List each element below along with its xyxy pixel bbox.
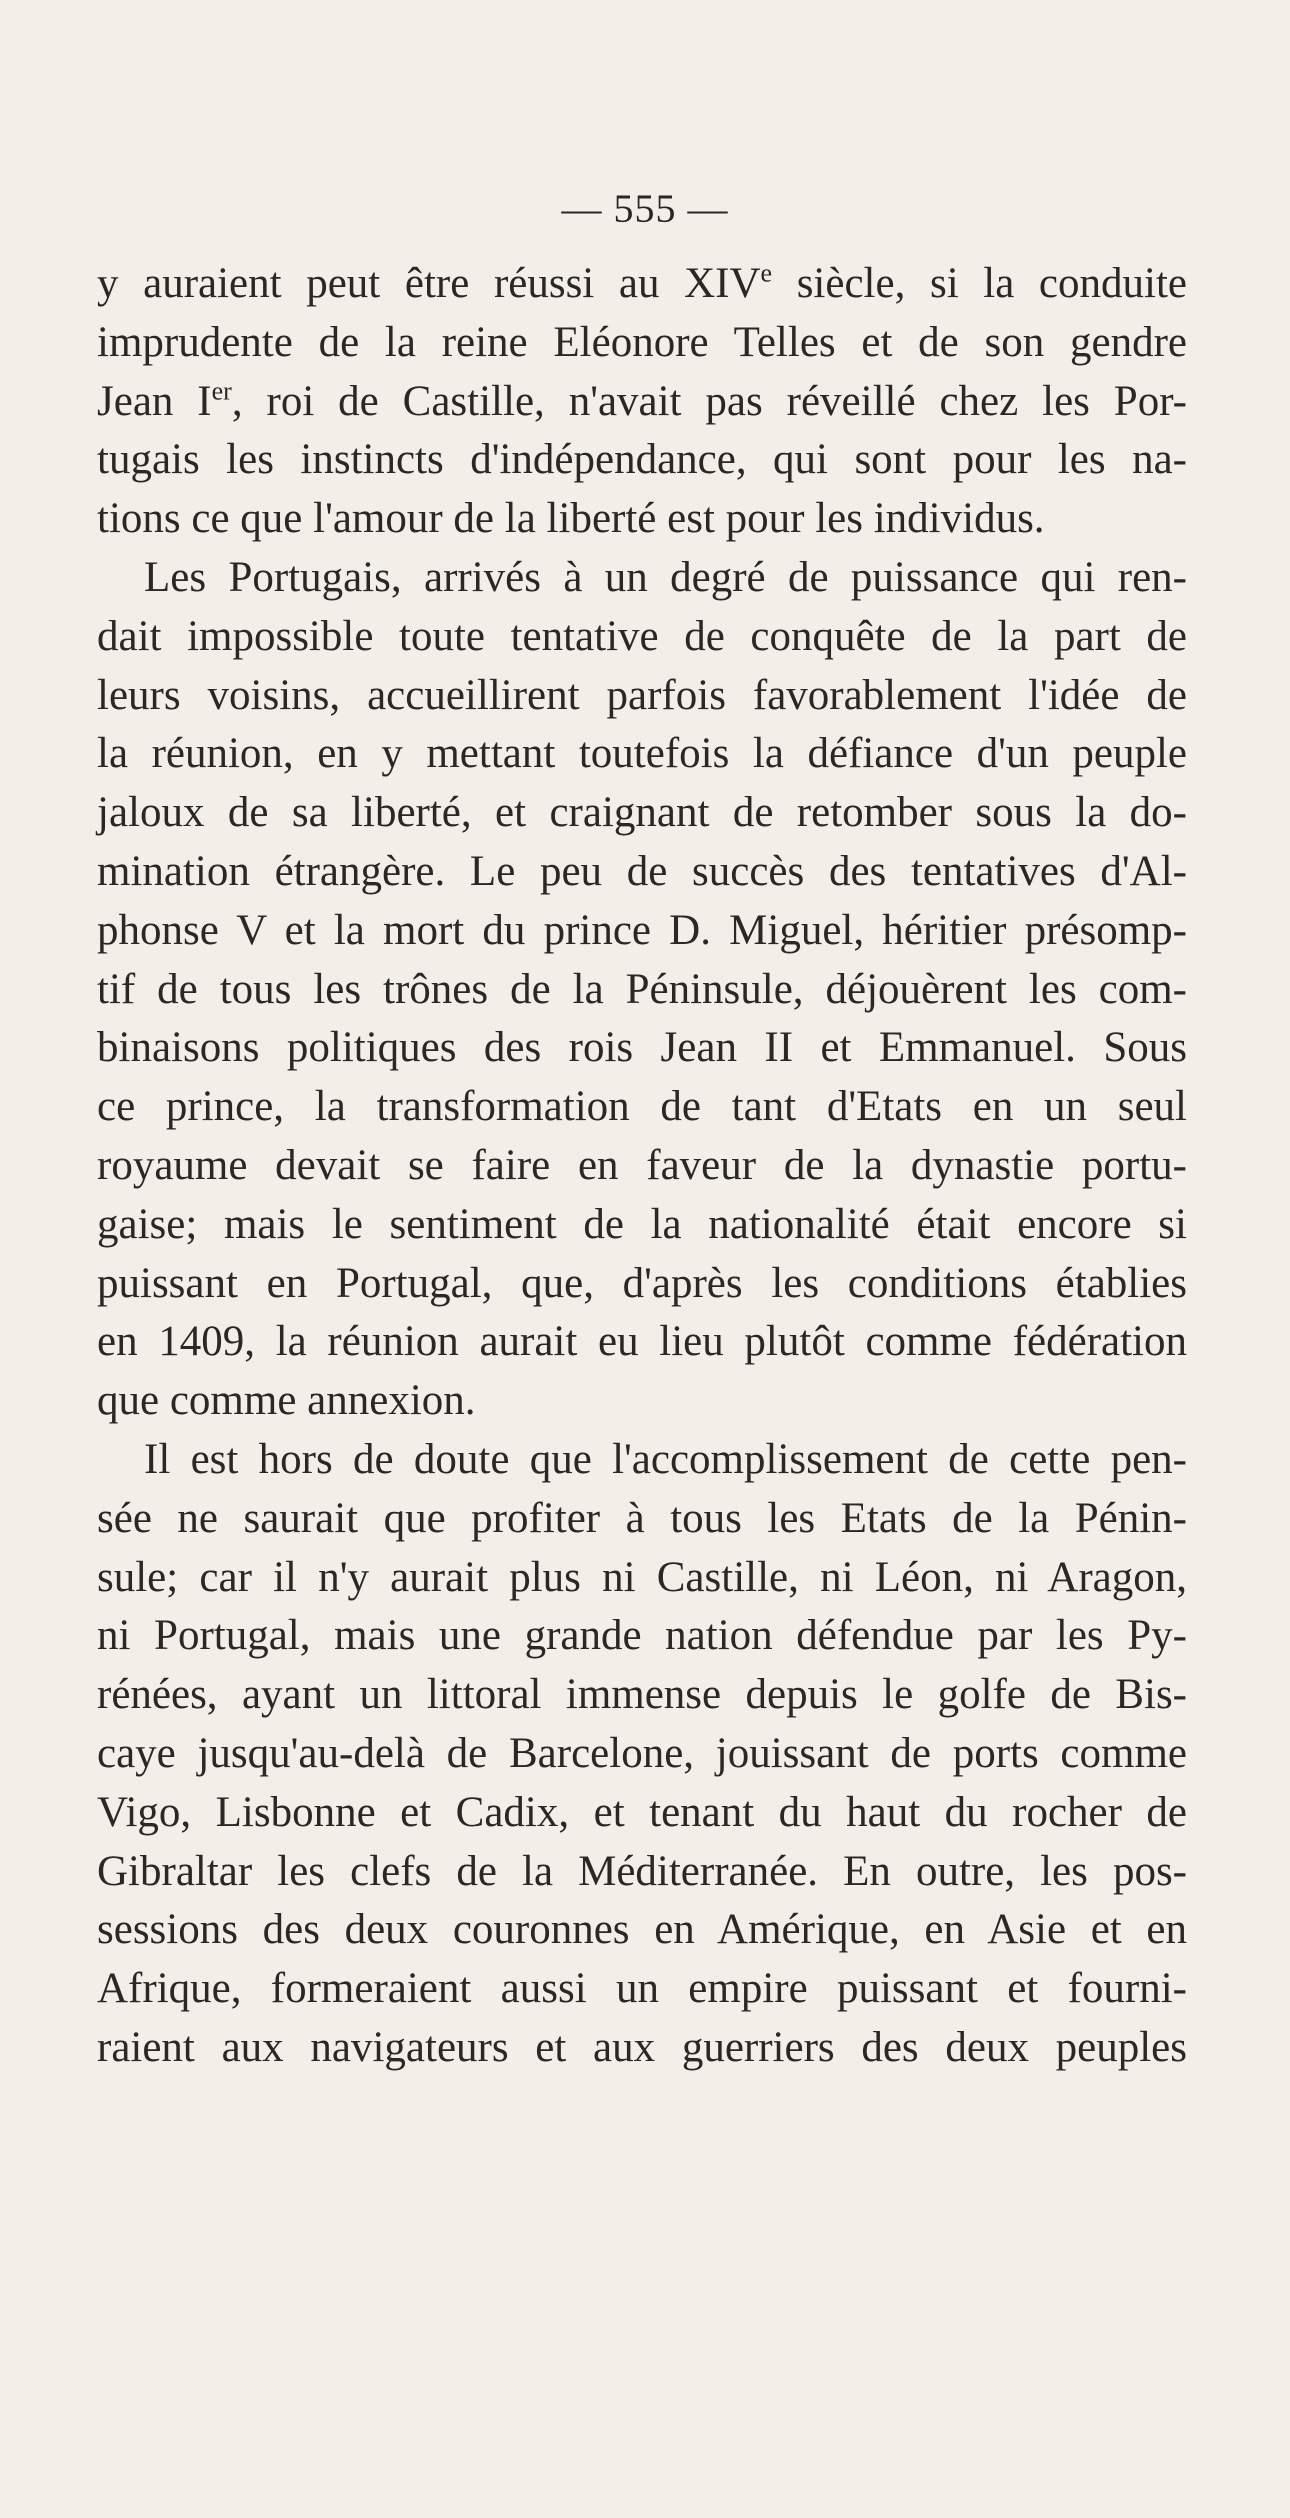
text-line: y auraient peut être réussi au XIVe siècle, si la conduite: [97, 258, 1187, 307]
text-line: Les Portugais, arrivés à un degré de puissance qui ren-: [144, 553, 1187, 601]
text-line: sule; car il n'y aurait plus ni Castille, ni Léon, ni Aragon,: [97, 1553, 1187, 1601]
text-line: Il est hors de doute que l'accomplissement de cette pen-: [144, 1435, 1187, 1483]
text-line: Vigo, Lisbonne et Cadix, et tenant du haut du rocher de: [97, 1788, 1187, 1836]
text-line: raient aux navigateurs et aux guerriers des deux peuples: [97, 2023, 1187, 2071]
text-line: ce prince, la transformation de tant d'Etats en un seul: [97, 1083, 1187, 1131]
superscript: e: [760, 258, 773, 288]
text-line: tions ce que l'amour de la liberté est pour les individus.: [97, 495, 1045, 543]
text-line: Afrique, formeraient aussi un empire puissant et fourni-: [97, 1965, 1187, 2013]
body-text: [97, 255, 1187, 2078]
text-line: la réunion, en y mettant toutefois la défiance d'un peuple: [97, 730, 1187, 778]
text-line: tugais les instincts d'indépendance, qui sont pour les na-: [97, 436, 1187, 484]
text-line: que comme annexion.: [97, 1377, 476, 1425]
text-line: caye jusqu'au-delà de Barcelone, jouissant de ports comme: [97, 1729, 1187, 1777]
text-line: phonse V et la mort du prince D. Miguel, héritier présomp-: [97, 906, 1187, 954]
text-line: mination étrangère. Le peu de succès des tentatives d'Al-: [97, 847, 1187, 895]
text-line: ni Portugal, mais une grande nation défendue par les Py-: [97, 1612, 1187, 1660]
text-line: imprudente de la reine Eléonore Telles et de son gendre: [97, 318, 1187, 366]
page-number: — 555 —: [561, 186, 729, 231]
text-line: jaloux de sa liberté, et craignant de retomber sous la do-: [97, 789, 1187, 837]
text-line: tif de tous les trônes de la Péninsule, déjouèrent les com-: [97, 965, 1187, 1013]
superscript: er: [211, 376, 232, 406]
text-line: en 1409, la réunion aurait eu lieu plutôt comme fédération: [97, 1318, 1187, 1366]
text-line: Jean Ier, roi de Castille, n'avait pas réveillé chez les Por-: [97, 376, 1187, 425]
text-line: gaise; mais le sentiment de la nationalité était encore si: [97, 1200, 1187, 1248]
text-line: sée ne saurait que profiter à tous les Etats de la Pénin-: [97, 1494, 1187, 1542]
text-line: rénées, ayant un littoral immense depuis le golfe de Bis-: [97, 1671, 1187, 1719]
text-line: royaume devait se faire en faveur de la dynastie portu-: [97, 1141, 1187, 1189]
text-line: leurs voisins, accueillirent parfois favorablement l'idée de: [97, 671, 1187, 719]
text-line: binaisons politiques des rois Jean II et Emmanuel. Sous: [97, 1024, 1187, 1072]
text-line: Gibraltar les clefs de la Méditerranée. En outre, les pos-: [97, 1847, 1187, 1895]
text-line: puissant en Portugal, que, d'après les conditions établies: [97, 1259, 1187, 1307]
text-line: sessions des deux couronnes en Amérique, en Asie et en: [97, 1906, 1187, 1954]
text-line: dait impossible toute tentative de conquête de la part de: [97, 612, 1187, 660]
